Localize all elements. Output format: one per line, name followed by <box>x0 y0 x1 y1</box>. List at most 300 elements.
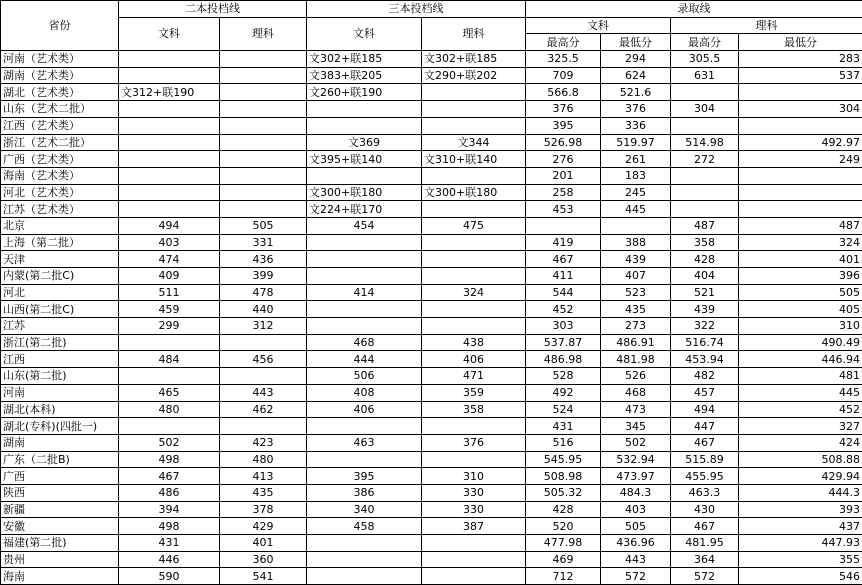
li-min-cell: 492.97 <box>739 134 862 151</box>
province-cell: 河南 <box>1 384 119 401</box>
table-row <box>1 201 862 218</box>
li-min-cell: 355 <box>739 551 862 568</box>
third-tier-wen-cell <box>307 268 422 285</box>
third-tier-wen-cell <box>307 535 422 552</box>
third-tier-li-cell: 471 <box>422 368 526 385</box>
li-max-cell: 631 <box>671 67 739 84</box>
wen-min-cell: 388 <box>601 234 671 251</box>
third-tier-li-cell <box>422 268 526 285</box>
third-tier-wen-cell: 468 <box>307 334 422 351</box>
second-tier-wen-cell: 431 <box>119 535 220 552</box>
wen-min-cell: 403 <box>601 501 671 518</box>
wen-max-cell: 201 <box>526 167 601 184</box>
li-min-cell: 310 <box>739 318 862 335</box>
province-cell: 江西 <box>1 351 119 368</box>
third-tier-wen-header: 文科 <box>307 17 422 50</box>
li-max-cell: 494 <box>671 401 739 418</box>
second-tier-wen-cell: 459 <box>119 301 220 318</box>
third-tier-header: 三本投档线 <box>307 1 526 18</box>
second-tier-li-header: 理科 <box>220 17 307 50</box>
table-row <box>1 318 862 335</box>
province-cell: 湖北(专科)(四批一) <box>1 418 119 435</box>
wen-max-cell: 428 <box>526 501 601 518</box>
wen-min-cell: 294 <box>601 51 671 68</box>
third-tier-wen-cell: 文224+联170 <box>307 201 422 218</box>
second-tier-li-cell <box>220 201 307 218</box>
table-row <box>1 434 862 451</box>
li-max-cell: 447 <box>671 418 739 435</box>
second-tier-wen-cell <box>119 67 220 84</box>
table-row <box>1 284 862 301</box>
li-max-cell: 463.3 <box>671 484 739 501</box>
wen-min-cell: 526 <box>601 368 671 385</box>
second-tier-wen-cell <box>119 134 220 151</box>
province-cell: 山西(第二批C) <box>1 301 119 318</box>
third-tier-wen-cell <box>307 301 422 318</box>
wen-max-cell: 566.8 <box>526 84 601 101</box>
third-tier-wen-cell <box>307 117 422 134</box>
third-tier-li-cell <box>422 551 526 568</box>
table-row <box>1 501 862 518</box>
second-tier-wen-cell: 502 <box>119 434 220 451</box>
third-tier-li-cell: 文302+联185 <box>422 51 526 68</box>
li-min-cell <box>739 167 862 184</box>
li-max-cell: 481.95 <box>671 535 739 552</box>
wen-min-cell: 486.91 <box>601 334 671 351</box>
wen-max-cell: 544 <box>526 284 601 301</box>
province-cell: 山东（艺术二批） <box>1 101 119 118</box>
table-row <box>1 101 862 118</box>
table-row <box>1 418 862 435</box>
province-cell: 广西（艺术类） <box>1 151 119 168</box>
third-tier-li-cell: 文344 <box>422 134 526 151</box>
second-tier-wen-cell <box>119 418 220 435</box>
third-tier-wen-cell: 文395+联140 <box>307 151 422 168</box>
table-row <box>1 234 862 251</box>
third-tier-li-cell: 406 <box>422 351 526 368</box>
province-cell: 江苏 <box>1 318 119 335</box>
table-row <box>1 268 862 285</box>
second-tier-wen-cell: 409 <box>119 268 220 285</box>
table-row <box>1 451 862 468</box>
second-tier-wen-cell: 文312+联190 <box>119 84 220 101</box>
third-tier-li-cell <box>422 201 526 218</box>
province-cell: 浙江（艺术二批） <box>1 134 119 151</box>
li-min-cell: 546 <box>739 568 862 585</box>
second-tier-wen-cell: 403 <box>119 234 220 251</box>
table-row <box>1 518 862 535</box>
third-tier-li-cell <box>422 568 526 585</box>
third-tier-wen-cell <box>307 167 422 184</box>
second-tier-li-cell <box>220 51 307 68</box>
li-min-cell: 452 <box>739 401 862 418</box>
third-tier-wen-cell: 文300+联180 <box>307 184 422 201</box>
province-cell: 内蒙(第二批C) <box>1 268 119 285</box>
province-cell: 浙江(第二批) <box>1 334 119 351</box>
li-min-cell <box>739 84 862 101</box>
li-max-cell: 572 <box>671 568 739 585</box>
li-max-cell: 521 <box>671 284 739 301</box>
wen-max-cell: 508.98 <box>526 468 601 485</box>
third-tier-wen-cell <box>307 418 422 435</box>
second-tier-li-cell: 462 <box>220 401 307 418</box>
table-row <box>1 117 862 134</box>
third-tier-li-cell: 359 <box>422 384 526 401</box>
li-min-cell: 405 <box>739 301 862 318</box>
li-min-cell: 446.94 <box>739 351 862 368</box>
wen-max-cell: 526.98 <box>526 134 601 151</box>
third-tier-li-cell: 310 <box>422 468 526 485</box>
second-tier-li-cell: 435 <box>220 484 307 501</box>
wen-max-cell: 411 <box>526 268 601 285</box>
wen-max-cell: 516 <box>526 434 601 451</box>
wen-max-cell: 303 <box>526 318 601 335</box>
wen-max-cell: 712 <box>526 568 601 585</box>
second-tier-li-cell: 378 <box>220 501 307 518</box>
province-cell: 上海（第二批） <box>1 234 119 251</box>
wen-max-cell: 709 <box>526 67 601 84</box>
li-min-cell: 490.49 <box>739 334 862 351</box>
table-row <box>1 368 862 385</box>
li-max-cell: 428 <box>671 251 739 268</box>
li-min-cell: 437 <box>739 518 862 535</box>
second-tier-wen-header: 文科 <box>119 17 220 50</box>
second-tier-wen-cell: 498 <box>119 518 220 535</box>
wen-max-cell: 395 <box>526 117 601 134</box>
table-row <box>1 484 862 501</box>
wen-max-cell: 524 <box>526 401 601 418</box>
third-tier-li-cell <box>422 318 526 335</box>
wen-min-cell: 468 <box>601 384 671 401</box>
province-cell: 河北（艺术类） <box>1 184 119 201</box>
li-max-cell: 515.89 <box>671 451 739 468</box>
third-tier-wen-cell: 454 <box>307 217 422 234</box>
wen-min-cell: 436.96 <box>601 535 671 552</box>
wen-min-cell: 345 <box>601 418 671 435</box>
third-tier-wen-cell: 文302+联185 <box>307 51 422 68</box>
second-tier-wen-cell: 299 <box>119 318 220 335</box>
third-tier-li-cell: 376 <box>422 434 526 451</box>
third-tier-wen-cell <box>307 101 422 118</box>
second-tier-li-cell <box>220 418 307 435</box>
second-tier-wen-cell: 494 <box>119 217 220 234</box>
second-tier-li-cell: 436 <box>220 251 307 268</box>
third-tier-wen-cell <box>307 318 422 335</box>
third-tier-li-cell <box>422 117 526 134</box>
wen-min-cell: 502 <box>601 434 671 451</box>
second-tier-li-cell: 456 <box>220 351 307 368</box>
table-body <box>1 51 862 585</box>
wen-max-header: 最高分 <box>526 34 601 51</box>
province-cell: 河北 <box>1 284 119 301</box>
third-tier-li-cell <box>422 84 526 101</box>
li-min-cell: 508.88 <box>739 451 862 468</box>
li-max-cell: 358 <box>671 234 739 251</box>
wen-min-cell: 473 <box>601 401 671 418</box>
table-row <box>1 334 862 351</box>
province-cell: 江苏（艺术类） <box>1 201 119 218</box>
third-tier-wen-cell <box>307 451 422 468</box>
wen-max-cell: 467 <box>526 251 601 268</box>
province-cell: 天津 <box>1 251 119 268</box>
second-tier-wen-cell <box>119 117 220 134</box>
second-tier-li-cell: 505 <box>220 217 307 234</box>
second-tier-li-cell: 413 <box>220 468 307 485</box>
admission-line-header: 录取线 <box>526 1 862 18</box>
li-max-cell: 482 <box>671 368 739 385</box>
second-tier-wen-cell <box>119 334 220 351</box>
li-min-cell <box>739 184 862 201</box>
li-max-cell <box>671 84 739 101</box>
wen-min-cell: 245 <box>601 184 671 201</box>
province-header: 省份 <box>1 1 119 51</box>
li-min-cell: 447.93 <box>739 535 862 552</box>
li-min-cell: 424 <box>739 434 862 451</box>
third-tier-li-cell <box>422 418 526 435</box>
wen-min-cell: 273 <box>601 318 671 335</box>
third-tier-wen-cell: 444 <box>307 351 422 368</box>
wen-min-cell: 624 <box>601 67 671 84</box>
third-tier-wen-cell: 文369 <box>307 134 422 151</box>
third-tier-wen-cell: 386 <box>307 484 422 501</box>
admission-wen-header: 文科 <box>526 17 671 34</box>
wen-max-cell: 469 <box>526 551 601 568</box>
second-tier-li-cell: 443 <box>220 384 307 401</box>
second-tier-wen-cell <box>119 368 220 385</box>
second-tier-li-cell <box>220 368 307 385</box>
table-row <box>1 535 862 552</box>
li-max-cell: 455.95 <box>671 468 739 485</box>
li-min-cell: 481 <box>739 368 862 385</box>
province-cell: 河南（艺术类） <box>1 51 119 68</box>
li-max-cell: 272 <box>671 151 739 168</box>
wen-min-cell: 532.94 <box>601 451 671 468</box>
li-min-cell <box>739 117 862 134</box>
table-row <box>1 384 862 401</box>
wen-max-cell: 453 <box>526 201 601 218</box>
second-tier-li-cell <box>220 134 307 151</box>
third-tier-wen-cell: 463 <box>307 434 422 451</box>
second-tier-wen-cell <box>119 184 220 201</box>
li-max-cell <box>671 117 739 134</box>
second-tier-wen-cell: 394 <box>119 501 220 518</box>
third-tier-li-cell: 438 <box>422 334 526 351</box>
wen-min-cell: 445 <box>601 201 671 218</box>
second-tier-li-cell <box>220 67 307 84</box>
second-tier-li-cell: 312 <box>220 318 307 335</box>
second-tier-wen-cell: 446 <box>119 551 220 568</box>
li-min-cell: 401 <box>739 251 862 268</box>
third-tier-wen-cell: 文383+联205 <box>307 67 422 84</box>
third-tier-li-cell: 324 <box>422 284 526 301</box>
wen-max-cell: 452 <box>526 301 601 318</box>
li-min-cell: 249 <box>739 151 862 168</box>
second-tier-li-cell: 401 <box>220 535 307 552</box>
li-min-cell <box>739 201 862 218</box>
li-min-cell: 505 <box>739 284 862 301</box>
province-cell: 广西 <box>1 468 119 485</box>
wen-max-cell: 477.98 <box>526 535 601 552</box>
third-tier-li-cell: 475 <box>422 217 526 234</box>
li-min-cell: 324 <box>739 234 862 251</box>
header-row-2 <box>1 17 862 34</box>
wen-max-cell: 419 <box>526 234 601 251</box>
li-min-cell: 445 <box>739 384 862 401</box>
wen-max-cell: 545.95 <box>526 451 601 468</box>
third-tier-wen-cell <box>307 568 422 585</box>
li-max-cell <box>671 201 739 218</box>
wen-min-cell: 435 <box>601 301 671 318</box>
province-cell: 福建(第二批) <box>1 535 119 552</box>
wen-max-cell: 528 <box>526 368 601 385</box>
table-row <box>1 51 862 68</box>
wen-max-cell: 492 <box>526 384 601 401</box>
second-tier-li-cell: 480 <box>220 451 307 468</box>
table-row <box>1 568 862 585</box>
second-tier-wen-cell <box>119 151 220 168</box>
li-max-cell <box>671 184 739 201</box>
province-cell: 新疆 <box>1 501 119 518</box>
second-tier-li-cell: 541 <box>220 568 307 585</box>
third-tier-li-cell <box>422 301 526 318</box>
third-tier-wen-cell: 506 <box>307 368 422 385</box>
second-tier-header: 二本投档线 <box>119 1 307 18</box>
li-max-cell: 364 <box>671 551 739 568</box>
header-row-1 <box>1 1 862 18</box>
li-min-cell: 283 <box>739 51 862 68</box>
wen-min-cell: 443 <box>601 551 671 568</box>
table-row <box>1 84 862 101</box>
wen-min-cell: 523 <box>601 284 671 301</box>
wen-min-cell <box>601 217 671 234</box>
second-tier-li-cell <box>220 84 307 101</box>
li-max-cell <box>671 167 739 184</box>
wen-min-cell: 473.97 <box>601 468 671 485</box>
third-tier-li-header: 理科 <box>422 17 526 50</box>
third-tier-li-cell <box>422 234 526 251</box>
li-max-cell: 516.74 <box>671 334 739 351</box>
third-tier-li-cell <box>422 101 526 118</box>
third-tier-li-cell: 358 <box>422 401 526 418</box>
wen-min-cell: 505 <box>601 518 671 535</box>
third-tier-wen-cell: 406 <box>307 401 422 418</box>
third-tier-wen-cell: 文260+联190 <box>307 84 422 101</box>
table-row <box>1 67 862 84</box>
second-tier-li-cell <box>220 167 307 184</box>
li-max-cell: 322 <box>671 318 739 335</box>
table-row <box>1 217 862 234</box>
wen-min-cell: 521.6 <box>601 84 671 101</box>
province-cell: 江西（艺术类） <box>1 117 119 134</box>
third-tier-li-cell: 330 <box>422 484 526 501</box>
li-max-cell: 467 <box>671 434 739 451</box>
table-row <box>1 167 862 184</box>
wen-max-cell: 325.5 <box>526 51 601 68</box>
second-tier-li-cell: 440 <box>220 301 307 318</box>
second-tier-wen-cell: 480 <box>119 401 220 418</box>
li-max-cell: 305.5 <box>671 51 739 68</box>
third-tier-wen-cell: 408 <box>307 384 422 401</box>
second-tier-li-cell <box>220 101 307 118</box>
province-cell: 湖南 <box>1 434 119 451</box>
wen-min-cell: 407 <box>601 268 671 285</box>
third-tier-li-cell: 文290+联202 <box>422 67 526 84</box>
third-tier-wen-cell: 395 <box>307 468 422 485</box>
province-cell: 广东（二批B) <box>1 451 119 468</box>
third-tier-wen-cell: 458 <box>307 518 422 535</box>
li-max-cell: 467 <box>671 518 739 535</box>
third-tier-li-cell <box>422 167 526 184</box>
second-tier-wen-cell: 465 <box>119 384 220 401</box>
li-max-cell: 487 <box>671 217 739 234</box>
second-tier-li-cell: 399 <box>220 268 307 285</box>
admission-li-header: 理科 <box>671 17 862 34</box>
third-tier-li-cell <box>422 251 526 268</box>
province-cell: 海南（艺术类） <box>1 167 119 184</box>
province-cell: 湖北(本科) <box>1 401 119 418</box>
province-cell: 湖北（艺术类） <box>1 84 119 101</box>
second-tier-wen-cell: 498 <box>119 451 220 468</box>
wen-max-cell: 376 <box>526 101 601 118</box>
wen-min-cell: 519.97 <box>601 134 671 151</box>
second-tier-li-cell <box>220 151 307 168</box>
second-tier-li-cell: 331 <box>220 234 307 251</box>
wen-max-cell: 520 <box>526 518 601 535</box>
province-cell: 湖南（艺术类） <box>1 67 119 84</box>
li-min-cell: 444.3 <box>739 484 862 501</box>
province-cell: 贵州 <box>1 551 119 568</box>
third-tier-li-cell: 330 <box>422 501 526 518</box>
third-tier-li-cell: 文300+联180 <box>422 184 526 201</box>
third-tier-li-cell <box>422 535 526 552</box>
province-cell: 北京 <box>1 217 119 234</box>
second-tier-li-cell: 360 <box>220 551 307 568</box>
li-max-cell: 514.98 <box>671 134 739 151</box>
second-tier-wen-cell: 486 <box>119 484 220 501</box>
li-min-cell: 304 <box>739 101 862 118</box>
li-min-header: 最低分 <box>739 34 862 51</box>
li-max-cell: 430 <box>671 501 739 518</box>
wen-min-cell: 261 <box>601 151 671 168</box>
li-min-cell: 537 <box>739 67 862 84</box>
wen-max-cell <box>526 217 601 234</box>
li-max-cell: 457 <box>671 384 739 401</box>
second-tier-li-cell: 478 <box>220 284 307 301</box>
li-min-cell: 393 <box>739 501 862 518</box>
province-cell: 安徽 <box>1 518 119 535</box>
second-tier-wen-cell <box>119 167 220 184</box>
wen-min-cell: 336 <box>601 117 671 134</box>
third-tier-wen-cell <box>307 234 422 251</box>
second-tier-wen-cell: 511 <box>119 284 220 301</box>
table-row <box>1 251 862 268</box>
li-max-cell: 439 <box>671 301 739 318</box>
province-cell: 陕西 <box>1 484 119 501</box>
second-tier-wen-cell <box>119 51 220 68</box>
table-row <box>1 551 862 568</box>
table-row <box>1 401 862 418</box>
second-tier-wen-cell <box>119 201 220 218</box>
wen-max-cell: 537.87 <box>526 334 601 351</box>
wen-min-cell: 481.98 <box>601 351 671 368</box>
second-tier-li-cell: 423 <box>220 434 307 451</box>
wen-max-cell: 486.98 <box>526 351 601 368</box>
wen-min-cell: 484.3 <box>601 484 671 501</box>
table-row <box>1 151 862 168</box>
wen-min-cell: 439 <box>601 251 671 268</box>
table-row <box>1 351 862 368</box>
table-row <box>1 184 862 201</box>
